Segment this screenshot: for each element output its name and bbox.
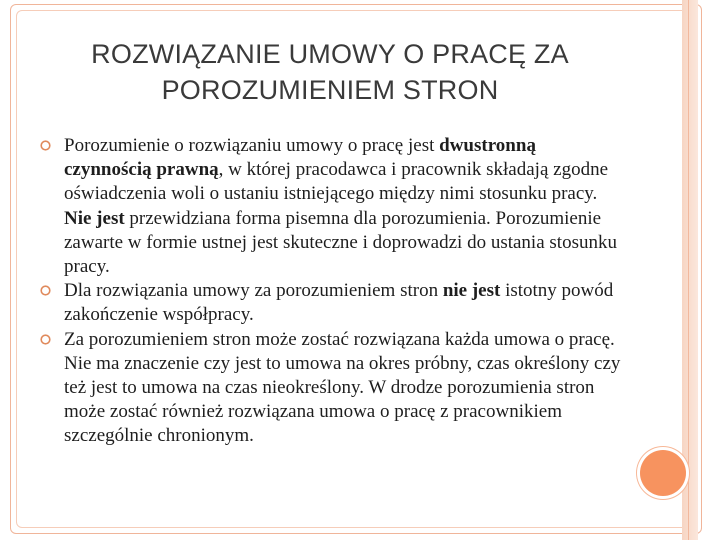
bullet-1-bold-term: dwustronną czynnością prawną bbox=[64, 135, 536, 181]
bullet-1-text-part: , w której pracodawca i pracownik składają zgodne oświadczenia woli o ustaniu istniejącego między nimi stosunku pracy. bbox=[64, 159, 608, 205]
bullet-2-text-part: istotny powód zakończenie współpracy. bbox=[64, 280, 614, 326]
hollow-circle-icon bbox=[40, 140, 51, 151]
bullet-1-text-part: Porozumienie o rozwiązaniu umowy o pracę jest bbox=[64, 135, 440, 156]
bullet-item-3 bbox=[36, 328, 626, 449]
right-decorative-line bbox=[688, 0, 689, 540]
title-line-1: ROZWIĄZANIE UMOWY O PRACĘ ZA bbox=[91, 39, 569, 69]
orange-circle-ornament bbox=[640, 450, 686, 496]
right-decorative-band bbox=[682, 0, 698, 540]
bullet-2-bold-negation: nie jest bbox=[442, 280, 501, 302]
hollow-circle-icon bbox=[40, 334, 51, 345]
title-line-2: POROZUMIENIEM STRON bbox=[161, 75, 499, 105]
bullet-item-1 bbox=[36, 134, 626, 279]
bullet-1-text-part: przewidziana forma pisemna dla porozumienia. Porozumienie zawarte w formie ustnej jest skuteczne i doprowadzi do ustania stosunku pracy. bbox=[64, 207, 617, 278]
bullet-1-bold-negation: Nie jest bbox=[64, 207, 125, 229]
bullet-list bbox=[36, 134, 626, 449]
bullet-1-text bbox=[64, 135, 617, 277]
bullet-item-2 bbox=[36, 279, 626, 327]
slide-title bbox=[40, 36, 620, 108]
bullet-2-text-part: Dla rozwiązania umowy za porozumieniem stron bbox=[64, 280, 443, 302]
hollow-circle-icon bbox=[40, 285, 51, 296]
bullet-3-text: Za porozumieniem stron może zostać rozwiązana każda umowa o pracę. Nie ma znaczenie czy jest to umowa na okres próbny, czas określony czy też jest to umowa na czas nieokreślony. W drodze porozumienia stron może zostać również rozwiązana umowa o pracę z pracownikiem szczególnie chronionym. bbox=[64, 328, 621, 447]
bullet-2-text bbox=[64, 280, 613, 325]
